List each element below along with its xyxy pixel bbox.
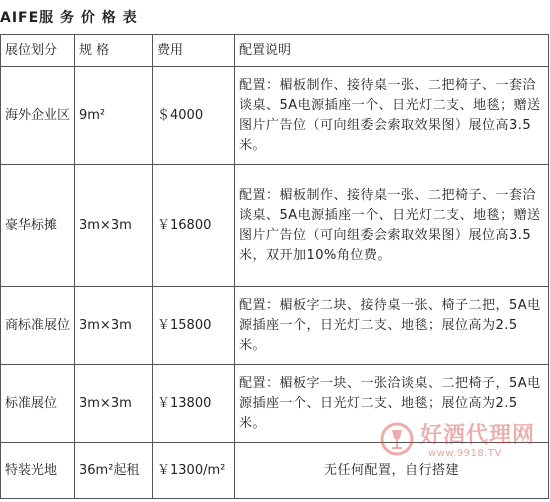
header-category: 展位划分	[1, 35, 75, 67]
row-description: 配置：楣板字一块、一张洽谈桌、二把椅子，5A电源插座一个、日光灯二支、地毯；展位高为2.5米。	[235, 365, 549, 443]
row-spec: 3m×3m	[75, 365, 153, 443]
price-table	[0, 34, 549, 499]
row-description: 无任何配置，自行搭建	[235, 443, 549, 499]
row-description: 配置：楣板字二块、接待桌一张、椅子二把，5A电源插座一个，日光灯二支、地毯；展位高为2.5米。	[235, 287, 549, 365]
header-fee: 费用	[153, 35, 235, 67]
row-fee: ＄4000	[153, 67, 235, 165]
row-fee: ￥1300/m²	[153, 443, 235, 499]
row-spec: 3m×3m	[75, 287, 153, 365]
row-description: 配置：楣板制作、接待桌一张、二把椅子、一套洽谈桌、5A电源插座一个、日光灯二支、地毯；赠送图片广告位（可向组委会索取效果图）展位高3.5米，双开加10%角位费。	[235, 165, 549, 287]
table-row	[1, 365, 549, 443]
row-spec: 9m²	[75, 67, 153, 165]
watermark-url: www.9918.TV	[428, 448, 502, 459]
row-spec: 3m×3m	[75, 165, 153, 287]
page-title: AIFE服 务 价 格 表	[0, 10, 138, 26]
row-category: 海外企业区	[1, 67, 75, 165]
watermark-text: 好酒代理网	[420, 423, 536, 448]
row-description: 配置：楣板制作、接待桌一张、二把椅子、一套洽谈桌、5A电源插座一个、日光灯二支、地毯；赠送图片广告位（可向组委会索取效果图）展位高3.5米。	[235, 67, 549, 165]
table-header-row	[1, 35, 549, 67]
row-spec: 36m²起租	[75, 443, 153, 499]
row-fee: ￥16800	[153, 165, 235, 287]
header-spec: 规 格	[75, 35, 153, 67]
table-row	[1, 287, 549, 365]
header-description: 配置说明	[235, 35, 549, 67]
row-category: 豪华标摊	[1, 165, 75, 287]
table-row	[1, 165, 549, 287]
row-fee: ￥15800	[153, 287, 235, 365]
table-row	[1, 67, 549, 165]
row-category: 商标准展位	[1, 287, 75, 365]
row-category: 特装光地	[1, 443, 75, 499]
table-row	[1, 443, 549, 499]
row-fee: ￥13800	[153, 365, 235, 443]
row-category: 标准展位	[1, 365, 75, 443]
